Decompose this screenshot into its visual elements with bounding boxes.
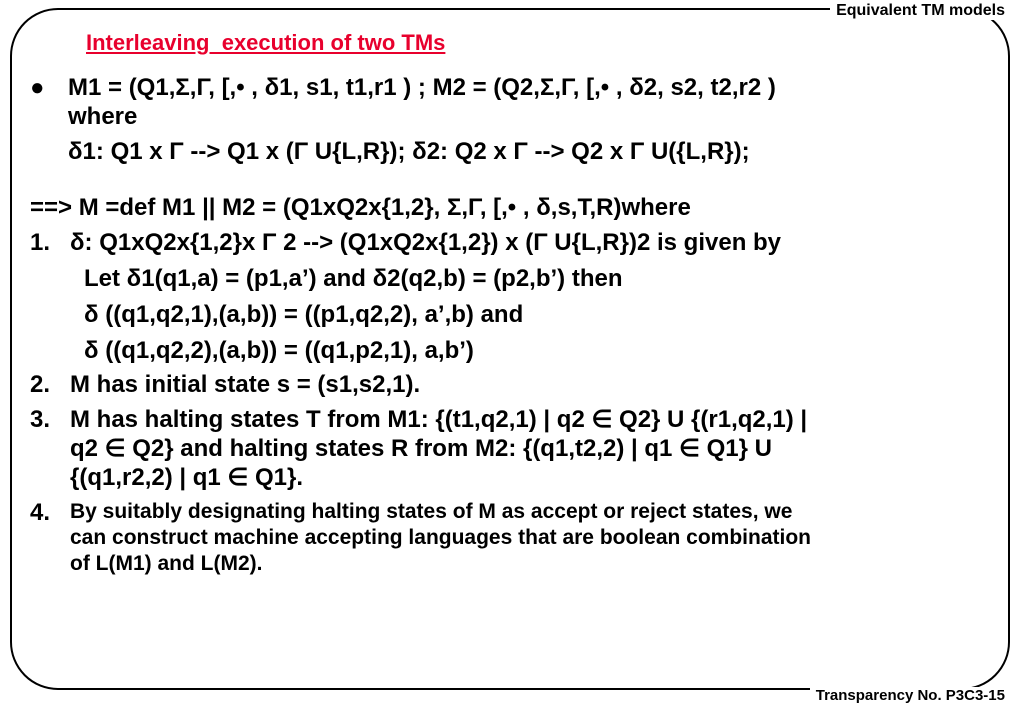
item-number: 4.: [30, 498, 51, 526]
item-text: M has initial state s = (s1,s2,1).: [70, 371, 421, 399]
slide-body: [30, 74, 1005, 577]
transition-function-types: δ1: Q1 x Γ --> Q1 x (Γ U{L,R}); δ2: Q2 x Γ --> Q2 x Γ U({L,R});: [68, 137, 750, 165]
item-text: of L(M1) and L(M2).: [70, 552, 263, 576]
sub-item: [30, 300, 1005, 330]
interleaved-machine-definition: ==> M =def M1 || M2 = (Q1xQ2x{1,2}, Σ,Γ, [,• , δ,s,T,R)where: [30, 194, 691, 222]
list-item-3: [30, 406, 1005, 492]
item-text: {(q1,r2,2) | q1 ∈ Q1}.: [70, 463, 304, 491]
slide-title: Interleaving execution of two TMs: [86, 30, 446, 55]
item-text: By suitably designating halting states of M as accept or reject states, we: [70, 499, 793, 523]
sub-item-text: δ ((q1,q2,2),(a,b)) = ((q1,p2,1), a,b’): [84, 336, 474, 364]
list-item-2: [30, 371, 1005, 400]
sub-item-text: Let δ1(q1,a) = (p1,a’) and δ2(q2,b) = (p2,b’) then: [84, 264, 623, 292]
footer-page-number: Transparency No. P3C3-15: [810, 687, 1011, 704]
item-text: q2 ∈ Q2} and halting states R from M2: {(q1,t2,2) | q1 ∈ Q1} U: [70, 434, 772, 462]
corner-title: Equivalent TM models: [830, 2, 1011, 20]
machine-definitions: M1 = (Q1,Σ,Γ, [,• , δ1, s1, t1,r1 ) ; M2 = (Q2,Σ,Γ, [,• , δ2, s2, t2,r2 ): [68, 74, 776, 101]
where-label: where: [68, 102, 138, 130]
item-text: δ: Q1xQ2x{1,2}x Γ 2 --> (Q1xQ2x{1,2}) x (Γ U{L,R})2 is given by: [70, 229, 782, 257]
item-number: 2.: [30, 371, 51, 399]
sub-item: [30, 336, 1005, 366]
item-number: 1.: [30, 229, 51, 257]
item-number: 3.: [30, 406, 51, 434]
item-text: M has halting states T from M1: {(t1,q2,1) | q2 ∈ Q2} U {(r1,q2,1) |: [70, 406, 808, 434]
list-item-1: [30, 229, 1005, 258]
bullet-item: [30, 74, 1005, 132]
sub-item-text: δ ((q1,q2,1),(a,b)) = ((p1,q2,2), a’,b) and: [84, 300, 524, 328]
sub-item: [30, 264, 1005, 294]
item-text: can construct machine accepting languages that are boolean combination: [70, 525, 811, 549]
list-item-4: [30, 499, 1005, 578]
bullet-dot-icon: ●: [30, 74, 45, 101]
